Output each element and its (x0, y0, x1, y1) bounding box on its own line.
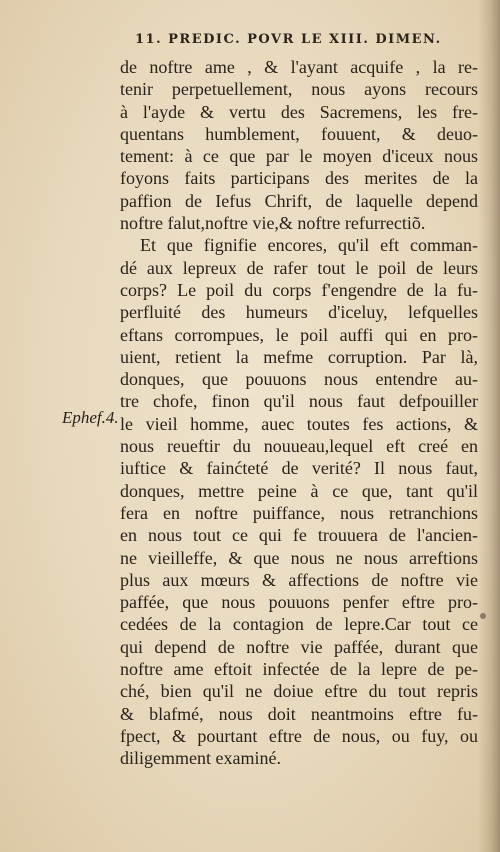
text-line: à l'ayde & vertu des Sacremens, les fre- (120, 101, 478, 122)
text-line: cedées de la contagion de lepre.Car tout ce (120, 614, 478, 635)
text-line: quentans humblement, fouuent, & deuo- (120, 123, 478, 144)
text-line: perfluité des humeurs d'iceluy, lefquelles (120, 302, 478, 323)
text-line: tre chofe, finon qu'il nous faut defpouiller (120, 391, 478, 412)
text-line: iuftice & fainćteté de verité? Il nous faut, (120, 458, 478, 479)
margin-note: Ephef.4. (62, 408, 119, 427)
text-line: en nous tout ce qui fe trouuera de l'ancien- (120, 525, 478, 546)
text-line: & blafmé, nous doit neantmoins eftre fu- (120, 703, 478, 724)
text-line: diligemment examiné. (120, 748, 281, 769)
text-line: foyons faits participans des merites de la (120, 168, 478, 189)
ink-dot (480, 613, 486, 619)
text-line: plus aux mœurs & affections de noftre vie (120, 569, 478, 590)
text-line: donques, mettre peine à ce que, tant qu'il (120, 480, 478, 501)
page-gutter-shadow (478, 0, 500, 852)
text-line: noftre ame eftoit infectée de la lepre de pe- (120, 659, 478, 680)
body-text (120, 56, 478, 770)
text-line: tenir perpetuellement, nous ayons recours (120, 79, 478, 100)
text-line: ché, bien qu'il ne doiue eftre du tout repris (120, 681, 478, 702)
text-line: paffée, que nous pouuons penfer eftre pro- (120, 592, 478, 613)
text-line: eftans corrompues, le poil auffi qui en pro- (120, 324, 478, 345)
text-line: uient, retient la mefme corruption. Par là, (120, 346, 478, 367)
running-header: 11. PREDIC. POVR LE XIII. DIMEN. (135, 32, 442, 47)
text-line: dé aux lepreux de rafer tout le poil de leurs (120, 257, 478, 278)
text-line: fera en noftre puiffance, nous retranchions (120, 502, 478, 523)
text-line: Et que fignifie encores, qu'il eft comman- (140, 235, 478, 256)
text-line: nous reueftir du nouueau,lequel eft creé en (120, 436, 478, 457)
text-line: le vieil homme, auec toutes fes actions, & (120, 413, 478, 434)
text-line: corps? Le poil du corps f'engendre de la fu- (120, 279, 478, 300)
text-line: donques, que pouuons nous entendre au- (120, 369, 478, 390)
text-line: paffion de Iefus Chrift, de laquelle depend (120, 190, 478, 211)
text-line: de noftre ame , & l'ayant acquife , la re- (120, 57, 478, 77)
text-line: tement: à ce que par le moyen d'iceux nous (120, 146, 478, 167)
text-line: fpect, & pourtant eftre de nous, ou fuy, ou (120, 725, 478, 746)
text-line: ne vieilleffe, & que nous ne nous arreftions (120, 547, 478, 568)
text-line: qui depend de noftre vie paffée, durant que (120, 636, 478, 657)
text-line: noftre falut,noftre vie,& noftre refurrectiõ. (120, 213, 426, 234)
